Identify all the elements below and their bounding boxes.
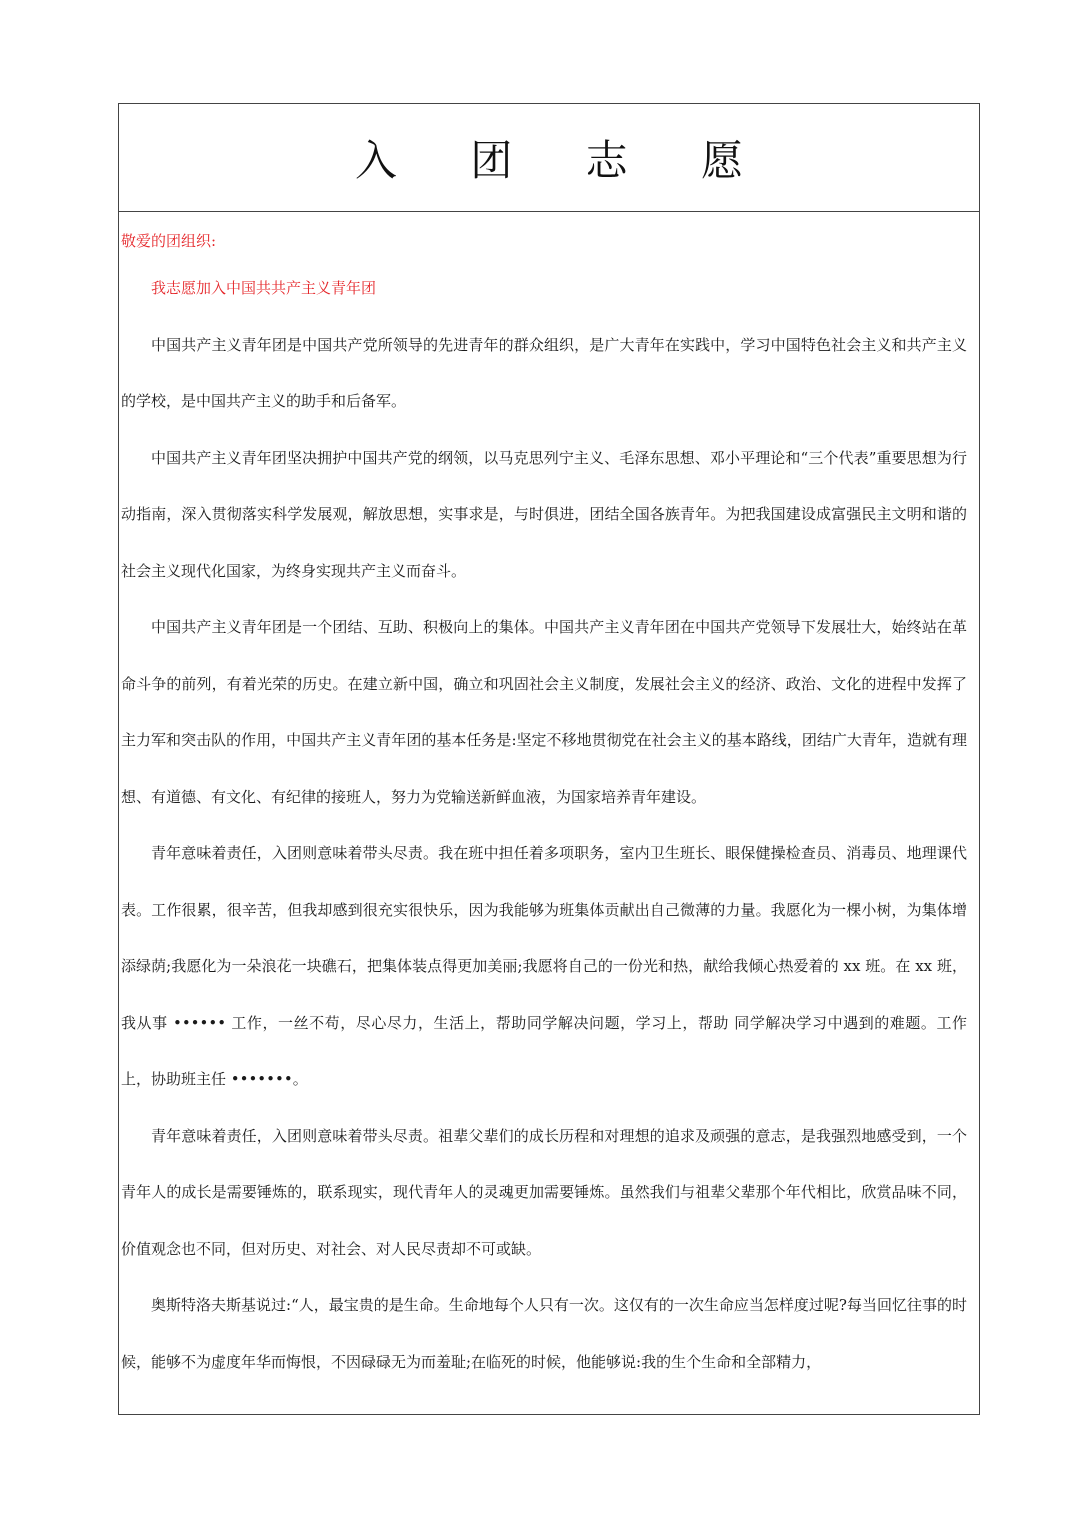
paragraph: 中国共产主义青年团是中国共产党所领导的先进青年的群众组织，是广大青年在实践中，学习中国特色社会主义和共产主义的学校，是中国共产主义的助手和后备军。 — [121, 335, 967, 410]
intro-line: 我志愿加入中国共共产主义青年团 — [151, 279, 377, 297]
application-form-table — [118, 103, 980, 1415]
paragraph: 中国共产主义青年团是一个团结、互助、积极向上的集体。中国共产主义青年团在中国共产党领导下发展壮大，始终站在革命斗争的前列，有着光荣的历史。在建立新中国，确立和巩固社会主义制度，发展社会主义的经济、政治、文化的进程中发挥了主力军和突击队的作用，中国共产主义青年团的基本任务是:坚定不移地贯彻党在社会主义的基本路线，团结广大青年，造就有理想、有道德、有文化、有纪律的接班人，努力为党输送新鲜血液，为国家培养青年建设。 — [121, 618, 967, 806]
salutation: 敬爱的团组织: — [121, 232, 217, 250]
paragraph: 奥斯特洛夫斯基说过:“人，最宝贵的是生命。生命地每个人只有一次。这仅有的一次生命应当怎样度过呢?每当回忆往事的时候，能够不为虚度年华而悔恨，不因碌碌无为而羞耻;在临死的时候，他能够说:我的生个生命和全部精力， — [121, 1296, 967, 1371]
body-cell — [119, 212, 979, 1402]
paragraph: 青年意味着责任，入团则意味着带头尽责。祖辈父辈们的成长历程和对理想的追求及顽强的意志，是我强烈地感受到，一个青年人的成长是需要锤炼的，联系现实，现代青年人的灵魂更加需要锤炼。虽然我们与祖辈父辈那个年代相比，欣赏品味不同，价值观念也不同，但对历史、对社会、对人民尽责却不可或缺。 — [121, 1126, 967, 1258]
paragraph: 中国共产主义青年团坚决拥护中国共产党的纲领，以马克思列宁主义、毛泽东思想、邓小平理论和“三个代表”重要思想为行动指南，深入贯彻落实科学发展观，解放思想，实事求是，与时俱进，团结全国各族青年。为把我国建设成富强民主文明和谐的社会主义现代化国家，为终身实现共产主义而奋斗。 — [121, 448, 967, 580]
document-title: 入 团 志 愿 — [354, 135, 774, 185]
title-cell — [119, 104, 979, 212]
paragraph: 青年意味着责任，入团则意味着带头尽责。我在班中担任着多项职务，室内卫生班长、眼保健操检查员、消毒员、地理课代表。工作很累，很辛苦，但我却感到很充实很快乐，因为我能够为班集体贡献出自己微薄的力量。我愿化为一棵小树，为集体增添绿荫;我愿化为一朵浪花一块礁石，把集体装点得更加美丽;我愿将自己的一份光和热，献给我倾心热爱着的 xx 班。在 xx 班，我从事 •••••• 工作，一丝不苟，尽心尽力，生活上，帮助同学解决问题，学习上，帮助 同学解决学习中遇到的难题。工作上，协助班主任 •••••••。 — [121, 844, 967, 1088]
